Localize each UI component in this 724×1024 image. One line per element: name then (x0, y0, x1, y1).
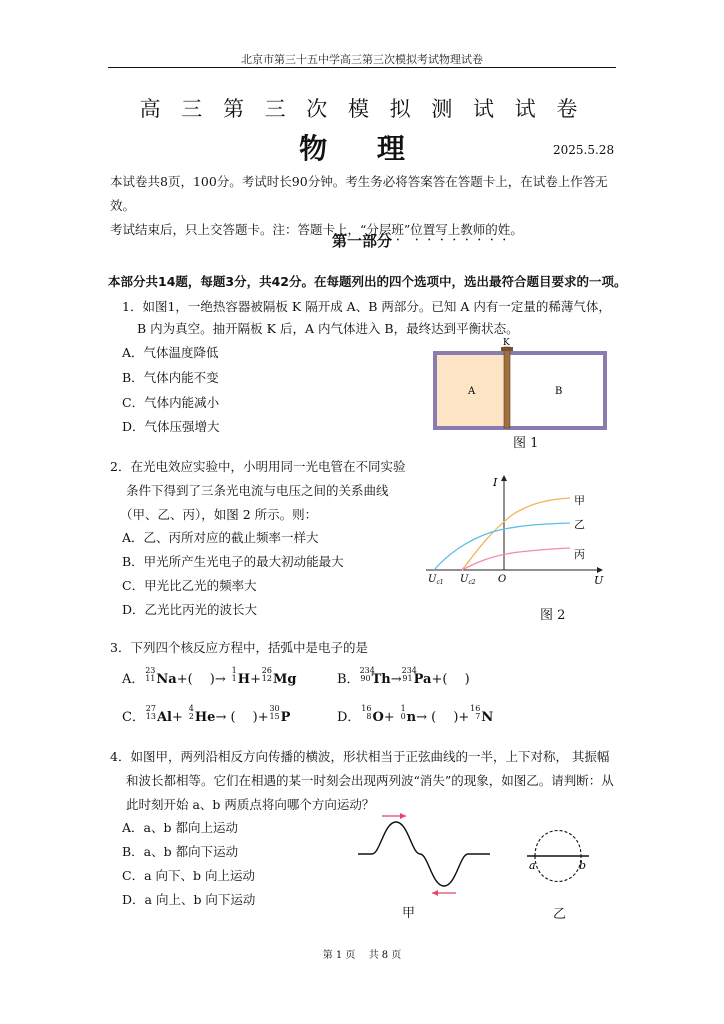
figure-2-caption: 图 2 (540, 608, 566, 623)
q3-stem: 3．下列四个核反应方程中，括弧中是电子的是 (110, 640, 368, 655)
figure-yi-caption: 乙 (553, 907, 567, 922)
q4-stem-line2: 和波长都相等。它们在相遇的某一时刻会出现两列波“消失”的现象，如图乙。请判断：从 (126, 773, 614, 788)
axis-label-u: U (594, 574, 604, 587)
section-note: 本部分共14题，每题3分，共42分。在每题列出的四个选项中，选出最符合题目要求的一项。 (108, 274, 627, 289)
label-a: A (468, 386, 476, 397)
figure-1-container (425, 335, 625, 435)
q2-option-b[interactable]: B．甲光所产生光电子的最大初动能最大 (122, 554, 344, 569)
q4-stem-line3: 此时刻开始 a、b 两质点将向哪个方向运动？ (126, 797, 375, 812)
label-b: B (555, 386, 563, 397)
q1-stem-line2: B 内为真空。抽开隔板 K 后，A 内气体进入 B，最终达到平衡状态。 (137, 321, 519, 336)
subject-title: 物 理 (299, 132, 425, 165)
q1-option-a[interactable]: A．气体温度降低 (122, 345, 219, 360)
uc1-label: $U_{c1}$ (428, 574, 444, 586)
upper-dashed-pulse (535, 831, 581, 857)
q3-option-a[interactable]: A． 23 11 Na+( )→ 1 1 H+ 26 12 Mg (122, 666, 297, 687)
q2-stem-line3: （甲、乙、丙），如图 2 所示。则： (120, 507, 318, 522)
header-rule (108, 67, 616, 68)
label-yi: 乙 (574, 518, 585, 531)
q2-option-c[interactable]: C．甲光比乙光的频率大 (122, 578, 257, 593)
running-header: 北京市第三十五中学高三第三次模拟考试物理试卷 (241, 53, 483, 66)
curve-jia (462, 498, 570, 570)
wave-left-arrowhead (432, 890, 438, 896)
instructions-line2-start: 考试结束后，只上交答题卡。注：答题卡上， (110, 222, 361, 237)
q2-option-a[interactable]: A．乙、丙所对应的截止频率一样大 (122, 530, 319, 545)
label-jia: 甲 (574, 494, 585, 507)
lower-dashed-pulse (535, 856, 581, 882)
q4-option-a[interactable]: A．a、b 都向上运动 (122, 820, 238, 835)
q4-stem-line1: 4．如图甲，两列沿相反方向传播的横波，形状相当于正弦曲线的一半，上下对称， 其振幅 (110, 749, 610, 764)
q2-stem-line2: 条件下得到了三条光电流与电压之间的关系曲线 (126, 483, 389, 498)
instructions-emphasis: “分层班”位置写上教师的姓 (360, 222, 511, 237)
q4-option-d[interactable]: D．a 向上、b 向下运动 (122, 892, 256, 907)
instructions-line1: 本试卷共8页，100分。考试时长90分钟。考生务必将答案答在答题卡上，在试卷上作答无效。 (110, 174, 608, 213)
figure-jia-caption: 甲 (402, 906, 416, 921)
uc2-label: $U_{c2}$ (460, 574, 476, 586)
curve-yi (434, 523, 570, 570)
q3-option-b[interactable]: B． 234 90 Th→ 234 91 Pa+( ) (337, 666, 470, 687)
axis-label-i: I (493, 476, 498, 489)
q3-option-c[interactable]: C． 27 13 Al+ 4 2 He→ ( )+ 30 15 P (122, 704, 291, 725)
wave-pair (358, 822, 490, 886)
exam-title: 高 三 第 三 次 模 拟 测 试 试 卷 (139, 97, 585, 121)
origin-label: O (498, 574, 507, 585)
figure-2-container (422, 470, 612, 590)
q2-option-d[interactable]: D．乙光比丙光的波长大 (122, 602, 258, 617)
q3-option-d[interactable]: D． 16 8 O+ 1 0 n→ ( )+ 16 7 N (337, 704, 494, 725)
exam-date: 2025.5.28 (553, 143, 615, 157)
q4-option-b[interactable]: B．a、b 都向下运动 (122, 844, 239, 859)
label-bing: 丙 (574, 548, 585, 561)
partition-k[interactable] (504, 347, 510, 428)
q2-stem-line1: 2．在光电效应实验中，小明用同一光电管在不同实验 (110, 459, 406, 474)
label-k: K (503, 338, 510, 348)
point-a-label: a (529, 859, 536, 872)
figure-yi-cancelled (523, 816, 603, 896)
q1-option-b[interactable]: B．气体内能不变 (122, 370, 219, 385)
figure-1-caption: 图 1 (513, 436, 539, 451)
part-title: 第一部分 (331, 232, 392, 250)
figure-jia-waves (352, 808, 502, 896)
curve-bing (462, 548, 570, 570)
point-b-label: b (579, 859, 587, 872)
q1-option-d[interactable]: D．气体压强增大 (122, 419, 220, 434)
wave-right-arrowhead (400, 813, 406, 819)
q1-stem-line1: 1．如图1，一绝热容器被隔板 K 隔开成 A、B 两部分。已知 A 内有一定量的稀薄气体， (122, 299, 611, 314)
q1-option-c[interactable]: C．气体内能减小 (122, 395, 220, 410)
instructions-line2-end: 。 (510, 222, 523, 237)
q4-option-c[interactable]: C．a 向下、b 向上运动 (122, 868, 255, 883)
page-footer: 第 1 页 共 8 页 (322, 950, 402, 961)
